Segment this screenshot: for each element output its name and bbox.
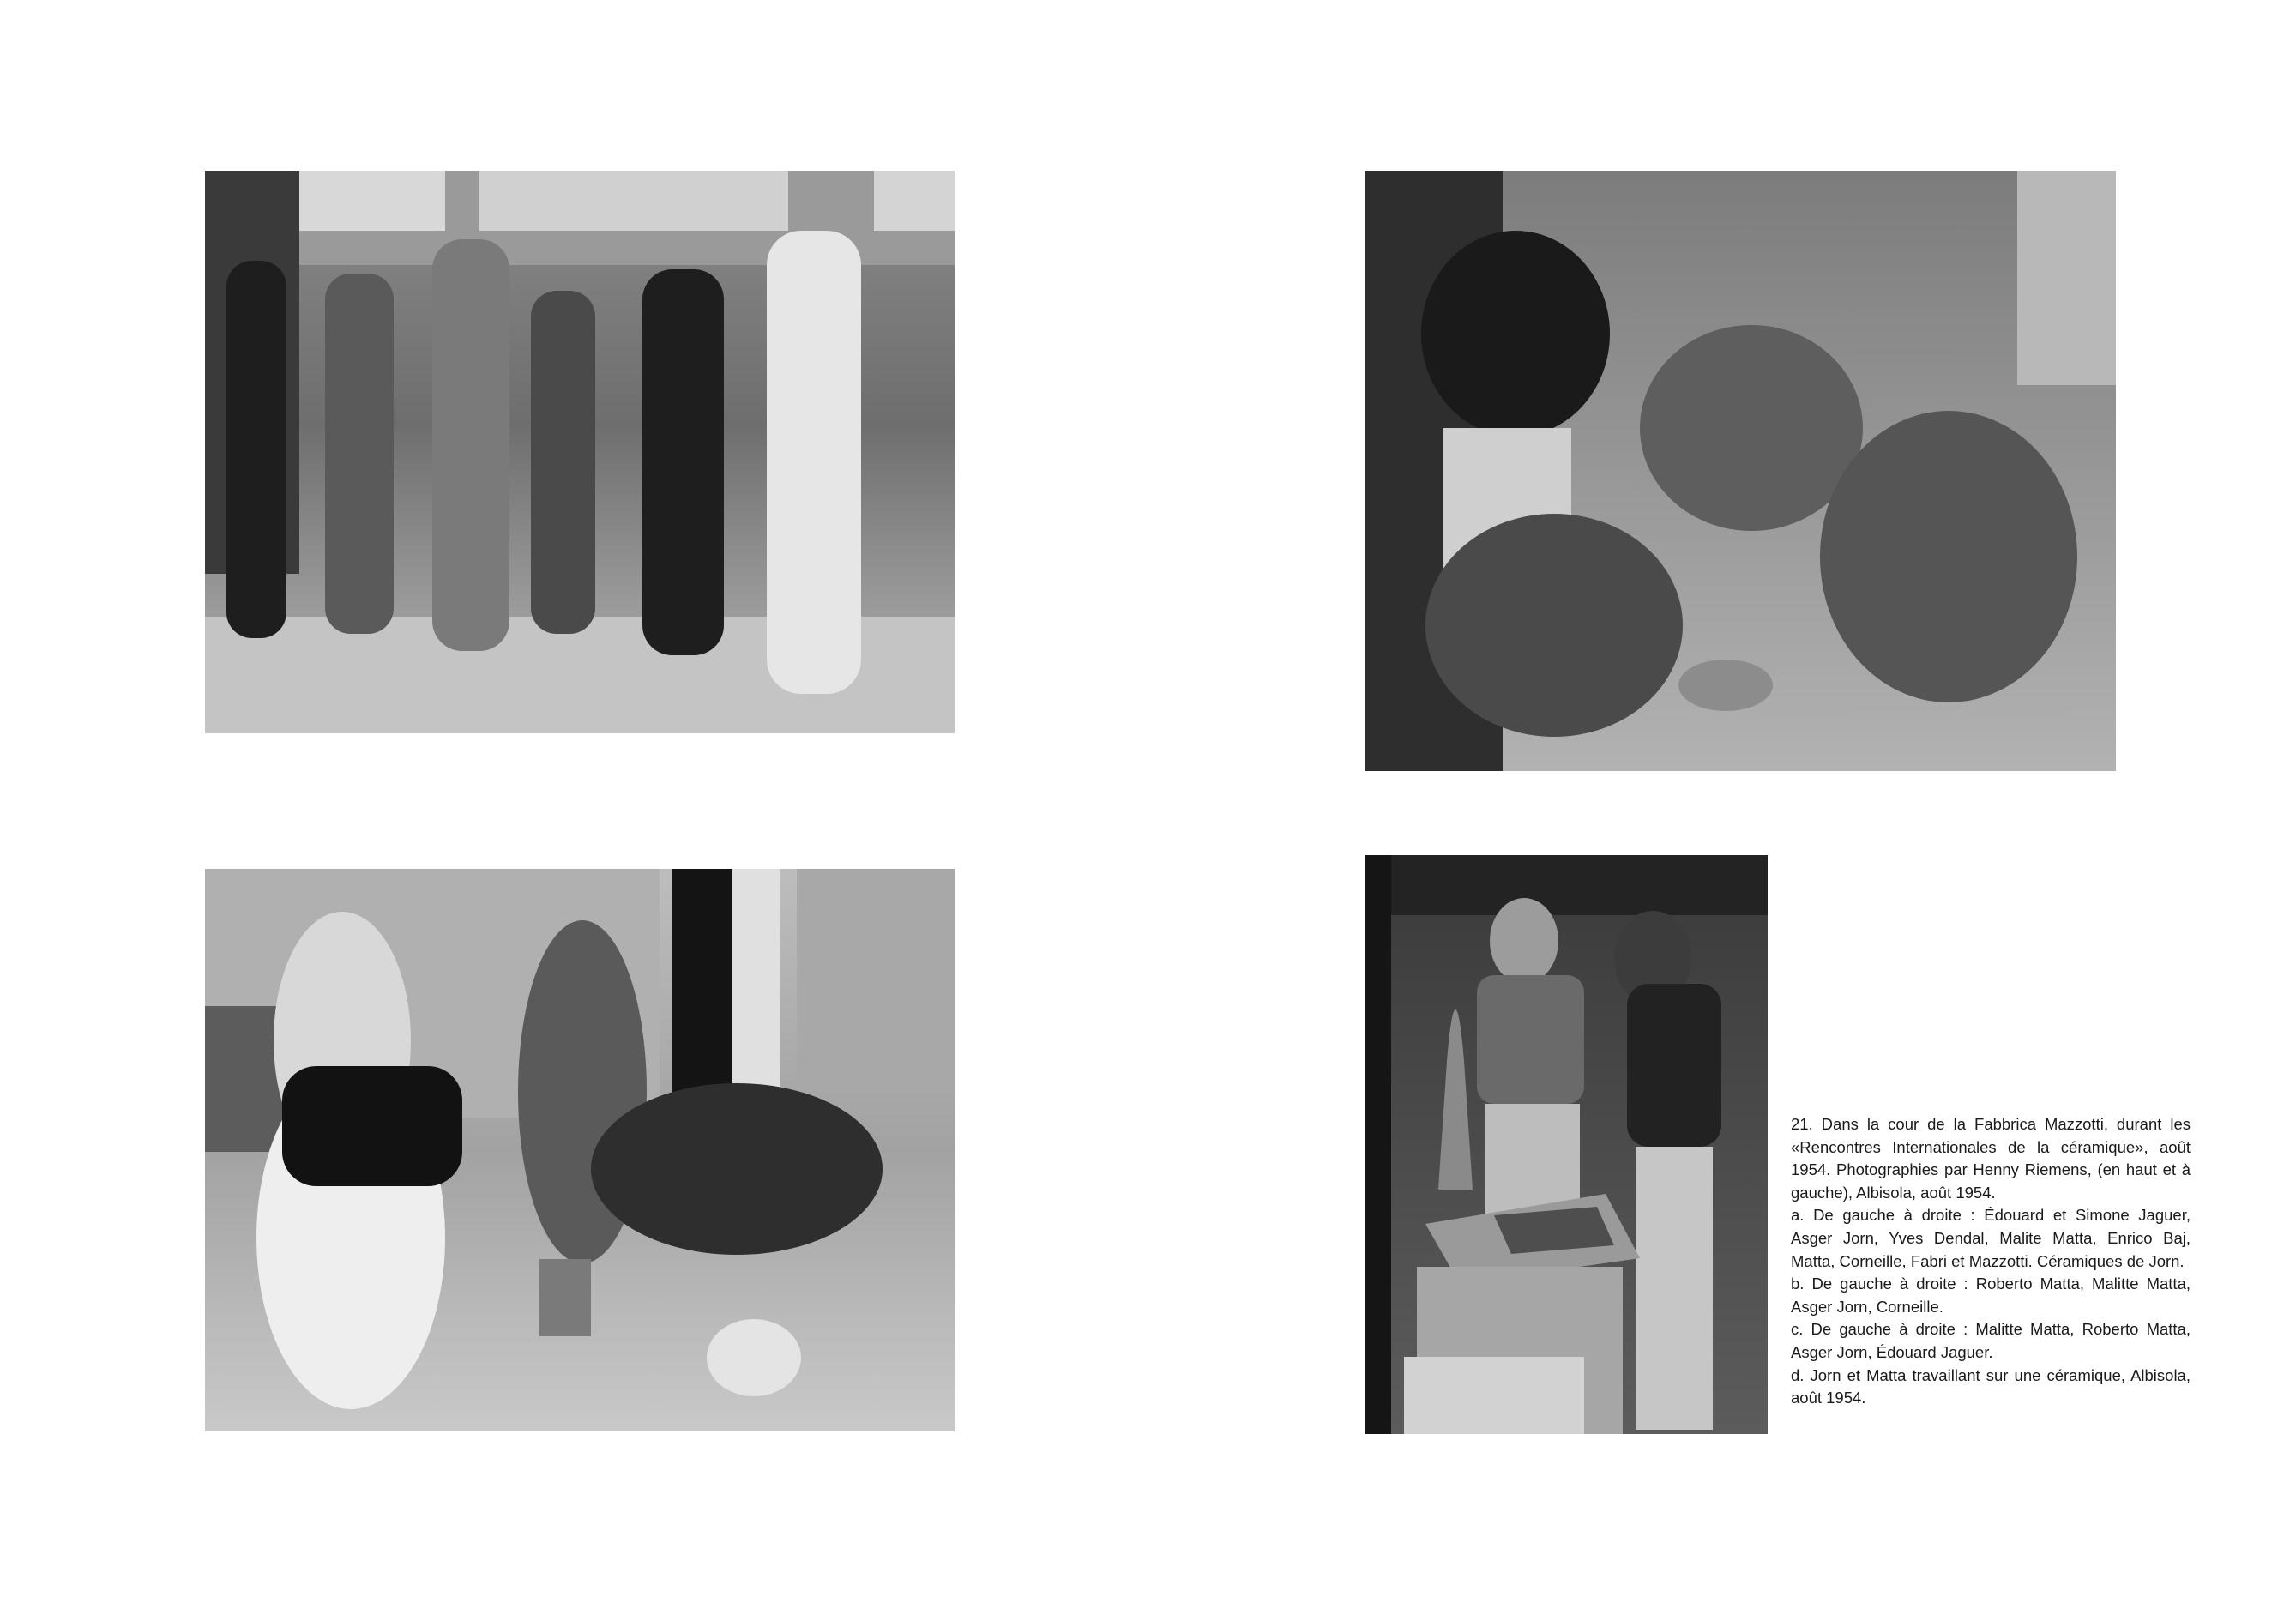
photo-a xyxy=(205,171,955,733)
photo-d xyxy=(1365,855,1768,1434)
photo-caption xyxy=(1791,1113,2191,1410)
group-photo-icon xyxy=(1365,171,2116,771)
photo-b xyxy=(1365,171,2116,771)
caption-item-c: c. De gauche à droite : Malitte Matta, Roberto Matta, Asger Jorn, Édouard Jaguer. xyxy=(1791,1320,2191,1361)
caption-item-b: b. De gauche à droite : Roberto Matta, Malitte Matta, Asger Jorn, Corneille. xyxy=(1791,1275,2191,1316)
photo-c xyxy=(205,869,955,1431)
caption-item-d: d. Jorn et Matta travaillant sur une céramique, Albisola, août 1954. xyxy=(1791,1365,2191,1407)
group-photo-icon xyxy=(1365,855,1768,1434)
caption-item-a: a. De gauche à droite : Édouard et Simone Jaguer, Asger Jorn, Yves Dendal, Malite Matta, Enrico Baj, Matta, Corneille, Fabri et Mazzotti. Céramiques de Jorn. xyxy=(1791,1206,2191,1270)
group-photo-icon xyxy=(205,869,955,1431)
caption-intro: 21. Dans la cour de la Fabbrica Mazzotti, durant les «Rencontres Internationales de la céramique», août 1954. Photographies par Henny Riemens, (en haut et à gauche), Albisola, août 1954. xyxy=(1791,1115,2191,1202)
group-photo-icon xyxy=(205,171,955,733)
